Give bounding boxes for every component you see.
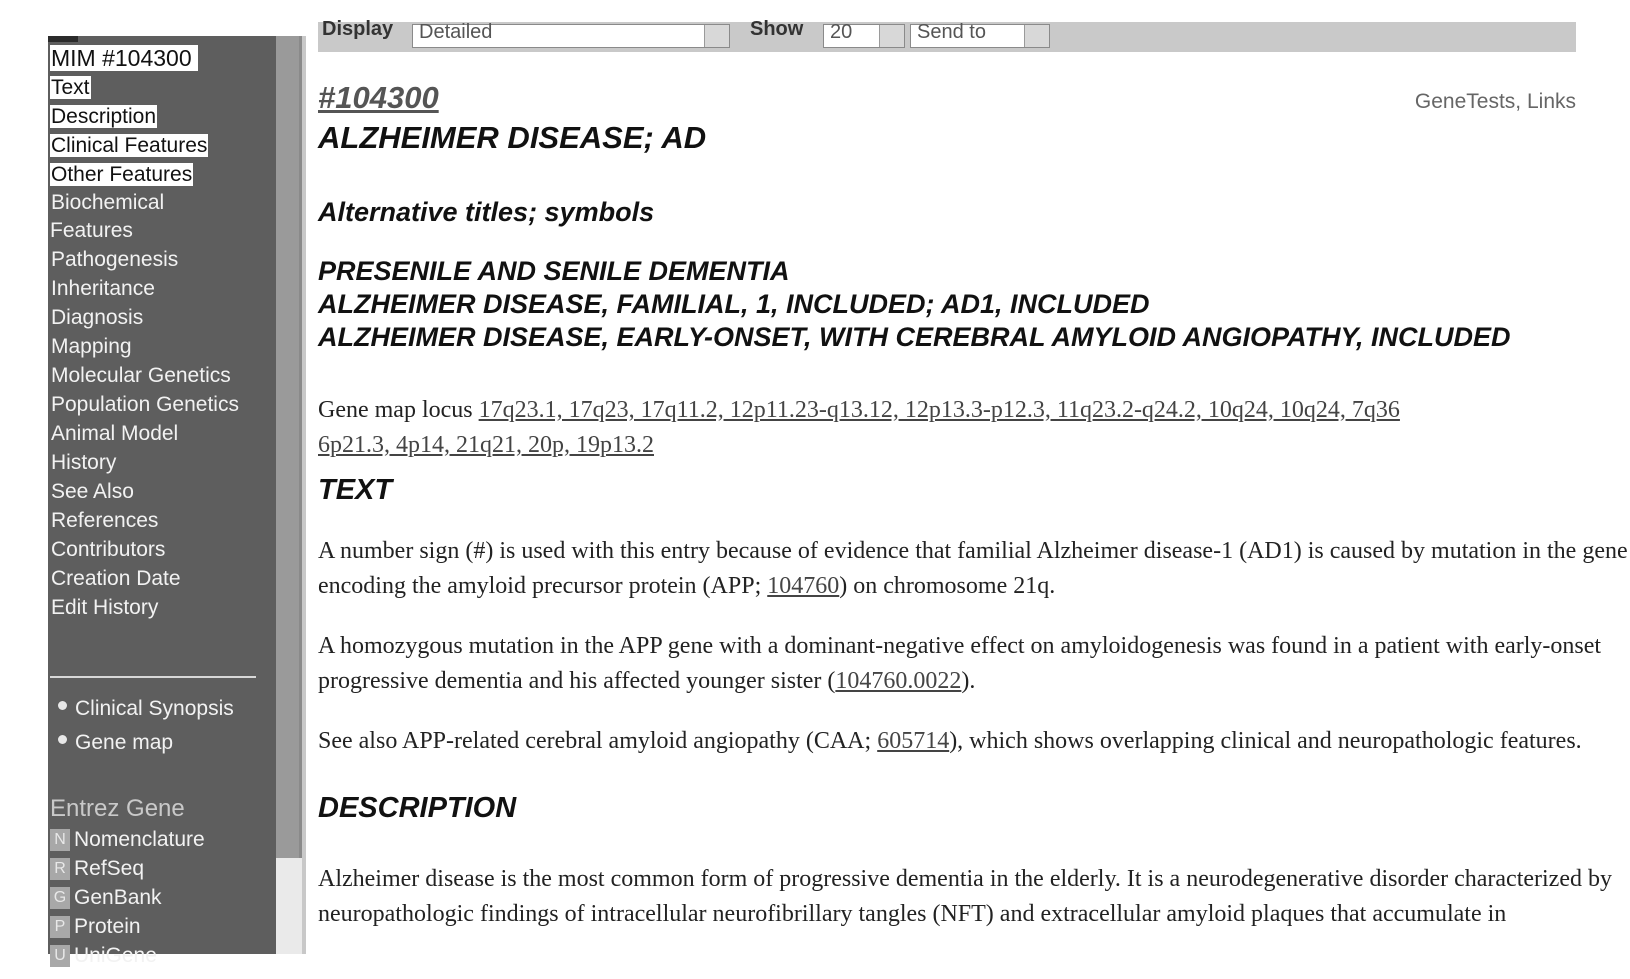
alt-title: ALZHEIMER DISEASE, EARLY-ONSET, WITH CEREBRAL AMYLOID ANGIOPATHY, INCLUDED bbox=[318, 322, 1511, 352]
sidebar-bullet-clinical-synopsis[interactable] bbox=[58, 692, 234, 726]
sidebar-edge bbox=[302, 36, 306, 954]
sidebar-item-label: Text bbox=[51, 76, 90, 99]
sidebar-item-mapping[interactable] bbox=[50, 332, 276, 361]
sidebar-bullet-gene-map[interactable] bbox=[58, 726, 234, 760]
sidebar-item-mim[interactable] bbox=[50, 44, 276, 73]
main-content bbox=[318, 80, 1628, 956]
text-paragraph-3 bbox=[318, 724, 1582, 759]
entrez-link-refseq[interactable] bbox=[50, 854, 205, 883]
display-select[interactable] bbox=[412, 21, 730, 48]
disease-title: ALZHEIMER DISEASE; AD bbox=[318, 120, 707, 155]
sidebar-item-population-genetics[interactable] bbox=[50, 390, 276, 419]
sidebar-nav bbox=[48, 36, 276, 967]
sidebar-item-label: Animal Model bbox=[51, 422, 179, 445]
bullet-icon bbox=[58, 735, 67, 744]
description-paragraph bbox=[318, 862, 1612, 932]
show-select[interactable] bbox=[823, 21, 905, 48]
text-run: encoding the amyloid precursor protein (APP; bbox=[318, 573, 768, 599]
entrez-badge-icon: N bbox=[50, 829, 70, 851]
text-run: ) on chromosome 21q. bbox=[839, 573, 1056, 599]
sidebar-item-label: Edit History bbox=[51, 596, 159, 619]
chevron-down-icon[interactable] bbox=[879, 25, 904, 47]
sidebar-item-description[interactable] bbox=[50, 102, 276, 131]
sidebar-bullet-label: Clinical Synopsis bbox=[75, 697, 234, 720]
sidebar-item-diagnosis[interactable] bbox=[50, 303, 276, 332]
sidebar-item-label: Biochemical Features bbox=[50, 191, 165, 242]
paragraph-line: Alzheimer disease is the most common form of progressive dementia in the elderly. It is a neurodegenerative disorder characterized by bbox=[318, 866, 1612, 892]
entrez-link-genbank[interactable] bbox=[50, 883, 205, 912]
sidebar-item-contributors[interactable] bbox=[50, 535, 276, 564]
entrez-badge-icon: R bbox=[50, 858, 70, 880]
bullet-icon bbox=[58, 701, 67, 710]
entry-number-link[interactable]: #104300 bbox=[318, 80, 439, 115]
toolbar bbox=[318, 18, 1576, 52]
sidebar-item-label: Creation Date bbox=[51, 567, 181, 590]
send-to-value: Send to bbox=[917, 21, 986, 43]
link-separator: , bbox=[1515, 90, 1527, 113]
entrez-link-label: RefSeq bbox=[74, 857, 145, 880]
text-run: progressive dementia and his affected younger sister ( bbox=[318, 668, 836, 694]
entrez-link-label: Protein bbox=[74, 915, 141, 938]
sidebar-bullet-list bbox=[58, 692, 234, 760]
alt-title: PRESENILE AND SENILE DEMENTIA bbox=[318, 256, 790, 286]
links-link[interactable]: Links bbox=[1526, 90, 1576, 113]
locus-links[interactable]: 6p21.3, 4p14, 21q21, 20p, 19p13.2 bbox=[318, 432, 654, 458]
locus-label: Gene map locus bbox=[318, 397, 479, 423]
sidebar-links bbox=[50, 44, 276, 622]
text-run: ), which shows overlapping clinical and neuropathologic features. bbox=[949, 728, 1582, 754]
sidebar-item-label: Pathogenesis bbox=[51, 248, 179, 271]
sidebar-item-animal-model[interactable] bbox=[50, 419, 276, 448]
sidebar-item-label: Contributors bbox=[51, 538, 166, 561]
entrez-link-label: Nomenclature bbox=[74, 828, 205, 851]
sidebar-item-see-also[interactable] bbox=[50, 477, 276, 506]
sidebar-item-biochemical-features[interactable] bbox=[50, 189, 240, 245]
entrez-badge-icon: G bbox=[50, 887, 70, 909]
locus-links[interactable]: 17q23.1, 17q23, 17q11.2, 12p11.23-q13.12, 12p13.3-p12.3, 11q23.2-q24.2, 10q24, 10q24, 7q36 bbox=[478, 397, 1400, 423]
display-label: Display bbox=[322, 18, 394, 40]
sidebar-item-label: See Also bbox=[51, 480, 134, 503]
sidebar-bullet-label: Gene map bbox=[75, 731, 174, 754]
text-paragraph-1 bbox=[318, 534, 1628, 604]
external-links bbox=[1415, 90, 1576, 114]
chevron-down-icon[interactable] bbox=[1024, 25, 1049, 47]
entrez-badge-icon: P bbox=[50, 916, 70, 938]
sidebar-item-history[interactable] bbox=[50, 448, 276, 477]
sidebar-item-clinical-features[interactable] bbox=[50, 131, 276, 160]
sidebar-item-label: Clinical Features bbox=[51, 134, 208, 157]
entrez-link-label: GenBank bbox=[74, 886, 162, 909]
sidebar-item-inheritance[interactable] bbox=[50, 274, 276, 303]
sidebar-item-label: References bbox=[51, 509, 159, 532]
entrez-gene-heading: Entrez Gene bbox=[50, 795, 185, 822]
show-label: Show bbox=[750, 18, 804, 40]
paragraph-line bbox=[318, 569, 1628, 604]
display-value: Detailed bbox=[419, 21, 493, 43]
sidebar-item-text[interactable] bbox=[50, 73, 276, 102]
alt-title: ALZHEIMER DISEASE, FAMILIAL, 1, INCLUDED; AD1, INCLUDED bbox=[318, 289, 1150, 319]
sidebar-item-molecular-genetics[interactable] bbox=[50, 361, 276, 390]
sidebar-item-label: Molecular Genetics bbox=[51, 364, 231, 387]
alt-titles-list bbox=[318, 255, 1511, 354]
alt-titles-heading: Alternative titles; symbols bbox=[318, 197, 655, 227]
sidebar-item-label: Population Genetics bbox=[51, 393, 239, 416]
sidebar-item-label: Inheritance bbox=[51, 277, 155, 300]
paragraph-line bbox=[318, 664, 1601, 699]
sidebar-item-label: Mapping bbox=[51, 335, 132, 358]
description-section-heading: DESCRIPTION bbox=[318, 792, 517, 824]
paragraph-line bbox=[318, 724, 1582, 759]
chevron-down-icon[interactable] bbox=[704, 25, 729, 47]
genetests-link[interactable]: GeneTests bbox=[1414, 90, 1516, 113]
mim-label: MIM #104300 bbox=[50, 45, 198, 71]
text-run: See also APP-related cerebral amyloid angiopathy (CAA; bbox=[318, 728, 878, 754]
allelic-variant-link[interactable]: 104760.0022 bbox=[835, 668, 962, 694]
sidebar-item-label: History bbox=[51, 451, 117, 474]
caa-entry-link[interactable]: 605714 bbox=[877, 728, 950, 754]
sidebar-item-pathogenesis[interactable] bbox=[50, 245, 276, 274]
entrez-gene-links bbox=[50, 825, 205, 970]
sidebar-item-other-features[interactable] bbox=[50, 160, 276, 189]
entrez-link-unigene[interactable] bbox=[50, 941, 205, 970]
sidebar-item-label: Description bbox=[51, 105, 157, 128]
text-run: ). bbox=[961, 668, 976, 694]
sidebar-scrollbar-thumb[interactable] bbox=[276, 36, 302, 858]
text-section-heading: TEXT bbox=[318, 474, 393, 506]
show-value: 20 bbox=[830, 21, 853, 43]
entrez-link-label: UniGene bbox=[74, 944, 157, 967]
sidebar-item-label: Other Features bbox=[51, 163, 193, 186]
sidebar-divider bbox=[50, 676, 256, 678]
paragraph-line: A number sign (#) is used with this entry because of evidence that familial Alzheimer disease-1 (AD1) is caused by mutation in the gene bbox=[318, 538, 1628, 564]
sidebar-top-strip bbox=[48, 36, 78, 42]
entrez-badge-icon: U bbox=[50, 945, 70, 967]
gene-map-locus bbox=[318, 393, 1400, 463]
sidebar-item-edit-history[interactable] bbox=[50, 593, 276, 622]
sidebar-item-references[interactable] bbox=[50, 506, 276, 535]
paragraph-line: neuropathologic findings of intracellular neurofibrillary tangles (NFT) and extracellular amyloid plaques that accumulate in bbox=[318, 901, 1507, 927]
sidebar-item-label: Diagnosis bbox=[51, 306, 144, 329]
entrez-link-protein[interactable] bbox=[50, 912, 205, 941]
sidebar-item-creation-date[interactable] bbox=[50, 564, 276, 593]
text-paragraph-2 bbox=[318, 629, 1601, 699]
send-to-select[interactable] bbox=[910, 21, 1050, 48]
entrez-link-nomenclature[interactable] bbox=[50, 825, 205, 854]
paragraph-line: A homozygous mutation in the APP gene with a dominant-negative effect on amyloidogenesis was found in a patient with early-onset bbox=[318, 633, 1602, 659]
app-gene-link[interactable]: 104760 bbox=[767, 573, 840, 599]
